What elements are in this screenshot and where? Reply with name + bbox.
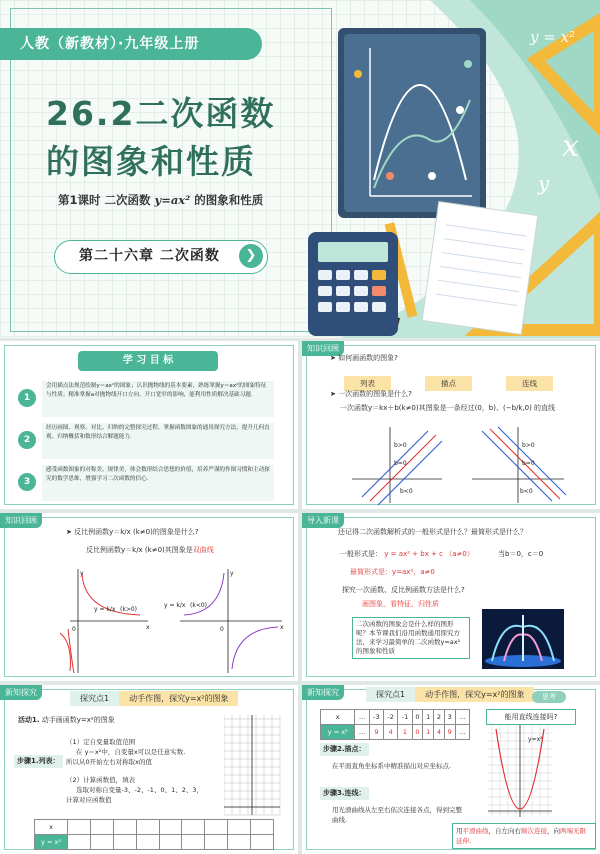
table-cell: 1	[423, 710, 434, 725]
cover-illustration	[300, 0, 600, 338]
svg-text:b>0: b>0	[522, 442, 535, 449]
table-cell: 0	[412, 710, 423, 725]
step3-label: 步骤3.连线：	[320, 787, 369, 800]
review-linear-slide	[302, 341, 600, 509]
objective-text: 感受函数图象的对称美、规律美，体会数形结合思想的价值，培养严谨的作图习惯和主动探究的数学思维，增强学习二次函数的信心.	[42, 465, 274, 501]
cover-slide	[0, 0, 600, 338]
intro-box: 二次函数的图象会是什么样的图形呢？本节课我们沿用函数通用探究方法，来学习最简单的二次函数y=ax²的图象和性质	[352, 617, 470, 659]
question-method: 探究一次函数、反比例函数方法是什么?	[342, 586, 465, 594]
section-tag: 新知探究	[0, 685, 42, 700]
table-cell: …	[455, 725, 469, 740]
table-cell: -2	[384, 710, 398, 725]
table-cell: 1	[423, 725, 434, 740]
question-box: 能用直线连接吗?	[486, 709, 576, 725]
table-cell: -1	[398, 710, 412, 725]
lesson-title-line1: 26.2二次函数	[46, 94, 276, 133]
table-row	[321, 725, 470, 740]
section-tag: 新知探究	[302, 685, 344, 700]
value-table	[320, 709, 470, 740]
table-row	[321, 710, 470, 725]
explore-title: 探究点1 动手作图，探究y=x²的图象	[366, 689, 534, 700]
notebook-icon	[422, 202, 538, 335]
objective-text: 会用描点法规范绘制y＝ax²的图象；认识抛物线的基本要素，熟练掌握y＝ax²的图象特征与性质；精准掌握a对抛物线开口方向、开口宽窄的影响，能利用性质解决基础习题.	[42, 381, 274, 417]
section-tag: 知识回顾	[0, 513, 42, 528]
table-cell: …	[355, 710, 369, 725]
svg-text:x: x	[146, 624, 150, 631]
svg-text:x: x	[562, 129, 579, 164]
section-tag: 知识回顾	[302, 341, 344, 356]
objective-number: 3	[18, 473, 36, 491]
step-connect: 连线	[506, 376, 553, 391]
step-plot: 描点	[425, 376, 472, 391]
objectives-slide	[0, 341, 298, 509]
objective-text: 经历画图、观察、对比、归纳的完整探究过程，掌握函数图象的通用探究方法，提升几何直观、归纳概括和数形结合解题能力.	[42, 423, 274, 459]
objective-number: 1	[18, 389, 36, 407]
question: ➤ 反比例函数y＝k/x (k≠0)的图象是什么?	[66, 528, 199, 536]
step1-text: （1）定自变量取值范围 在 y＝x²中，自变量x可以是任意实数. 所以从0开始左右对称取x的值 （2）计算函数值，填表 选取对称自变量-3、-2、-1、0、1、2、3， 计算对应函数值	[66, 738, 203, 804]
simple-form: 最简形式是：y=ax²，a≠0	[350, 568, 435, 576]
draw-steps	[344, 371, 587, 391]
svg-text:y: y	[80, 570, 84, 577]
objective-item	[18, 423, 278, 461]
question-forms: 还记得二次函数解析式的一般形式是什么？最简形式是什么？	[338, 528, 527, 536]
graph-board-icon	[338, 28, 486, 218]
question-1: ➤ 如何画函数的图象?	[330, 354, 398, 362]
objectives-title: 学 习 目 标	[78, 351, 218, 371]
lesson-title-line2: 的图象和性质	[46, 142, 256, 181]
step2-label: 步骤2.描点：	[320, 743, 369, 756]
svg-text:b<0: b<0	[400, 488, 413, 495]
step1-label: 步骤1.列表：	[14, 755, 63, 768]
calculator-icon	[308, 232, 398, 336]
svg-text:y = x²: y = x²	[530, 28, 576, 46]
table-cell: 0	[412, 725, 423, 740]
lesson-subtitle: 第1课时 二次函数 y=ax² 的图象和性质	[58, 193, 264, 207]
empty-grid	[224, 715, 282, 819]
review-inverse-slide	[0, 513, 298, 681]
chapter-label: 第二十六章 二次函数	[79, 248, 220, 264]
think-badge: 思考	[532, 691, 566, 703]
svg-text:x: x	[280, 624, 284, 631]
objective-item	[18, 381, 278, 419]
svg-text:b>0: b>0	[394, 442, 407, 449]
explore-slide-2	[302, 685, 600, 854]
intro-slide	[302, 513, 600, 681]
step3-text: 用光滑曲线从左至右依次连接各点，得到完整曲线.	[332, 806, 462, 824]
chevron-right-icon: ❯	[239, 244, 263, 268]
table-cell: …	[355, 725, 369, 740]
svg-text:0: 0	[72, 626, 76, 633]
table-cell: 2	[434, 710, 445, 725]
question-2: ➤ 一次函数的图象是什么?	[330, 390, 412, 398]
objective-number: 2	[18, 431, 36, 449]
parabola-graph	[488, 725, 552, 821]
table-cell: 4	[434, 725, 445, 740]
objective-item	[18, 465, 278, 503]
svg-text:y=x²: y=x²	[528, 736, 543, 743]
svg-text:(k>0): (k>0)	[120, 606, 138, 613]
activity-1: 活动1. 动手画函数y=x²的图象	[18, 716, 115, 724]
explore-title: 探究点1 动手作图，探究y=x²的图象	[70, 693, 238, 704]
svg-text:y = k/x: y = k/x	[164, 602, 186, 609]
table-cell: 9	[369, 725, 383, 740]
svg-text:(k<0): (k<0)	[190, 602, 208, 609]
method: 画图象，看特征，归性质	[362, 600, 439, 608]
table-cell: 9	[444, 725, 455, 740]
svg-text:b<0: b<0	[520, 488, 533, 495]
step-list: 列表	[344, 376, 391, 391]
step2-text: 在平面直角坐标系中精准描出对应坐标点.	[332, 762, 452, 770]
table-row: y = x²	[35, 835, 274, 850]
table-cell: 1	[398, 725, 412, 740]
answer: 反比例函数y＝k/x (k≠0)其图象是双曲线	[86, 546, 214, 554]
svg-text:b=0: b=0	[522, 460, 535, 467]
svg-text:b=0: b=0	[394, 460, 407, 467]
table-cell: x	[321, 710, 355, 725]
svg-text:y = k/x: y = k/x	[94, 606, 116, 613]
table-cell: 3	[444, 710, 455, 725]
hyperbola-graphs	[60, 563, 290, 677]
svg-text:y: y	[538, 171, 550, 195]
fountain-photo	[482, 609, 564, 669]
curve-note: 用平滑曲线，自左向右顺次连接，向两端无限延伸.	[452, 823, 596, 849]
condition: 当b＝0，c＝0	[498, 550, 544, 558]
section-tag: 导入新课	[302, 513, 344, 528]
linear-answer: 一次函数y＝kx＋b(k≠0)其图象是一条经过(0，b)、(−b/k,0) 的直线	[340, 404, 556, 412]
general-form: 一般形式是： y = ax² + bx + c （a≠0）	[340, 550, 474, 558]
value-table-empty	[34, 819, 274, 850]
svg-text:0: 0	[220, 626, 224, 633]
svg-text:y: y	[230, 570, 234, 577]
edition-badge: 人教（新教材）·九年级上册	[0, 28, 262, 60]
table-cell: y = x²	[321, 725, 355, 740]
table-cell: -3	[369, 710, 383, 725]
linear-graphs	[342, 421, 572, 507]
table-cell: …	[455, 710, 469, 725]
explore-slide-1	[0, 685, 298, 854]
table-cell: 4	[384, 725, 398, 740]
chapter-button[interactable]	[54, 240, 268, 274]
table-row: x	[35, 820, 274, 835]
